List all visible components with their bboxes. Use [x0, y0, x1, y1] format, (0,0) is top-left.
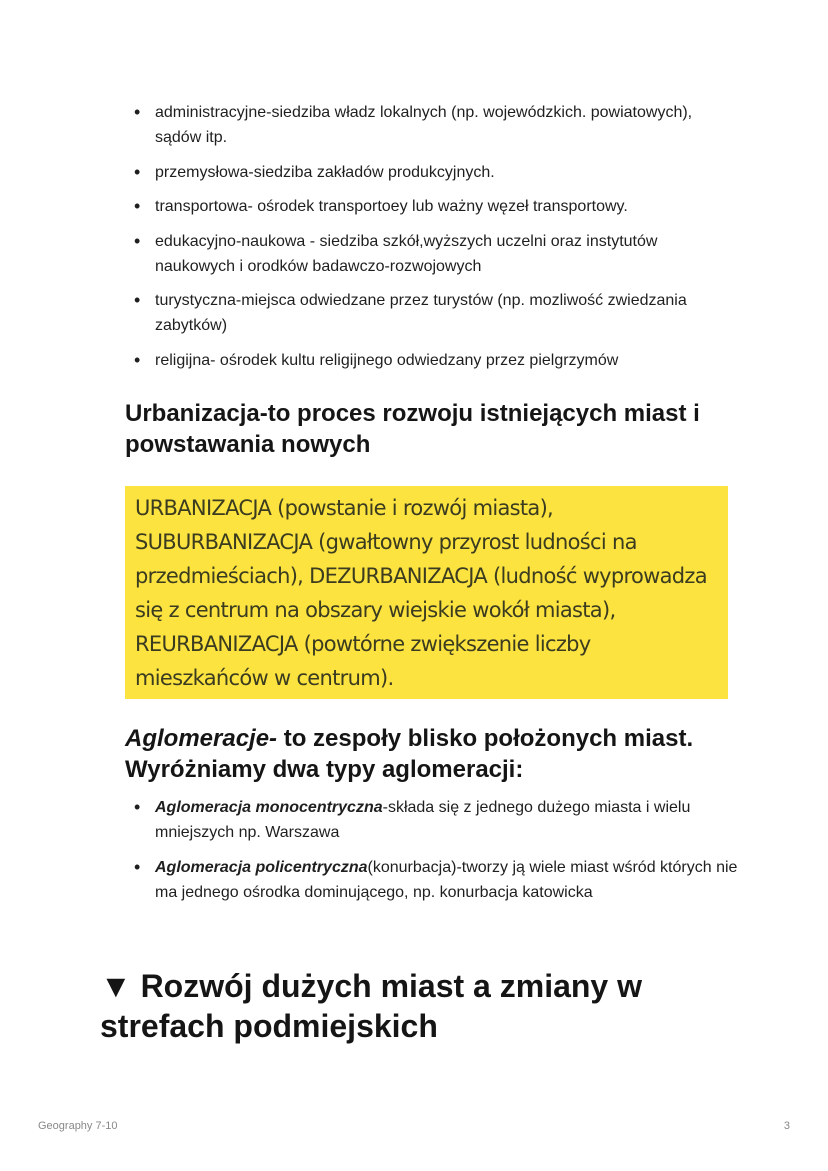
list-item-text: edukacyjno-naukowa - siedziba szkół,wyższych uczelni oraz instytutów naukowych i orodków badawczo-rozwojowych: [155, 232, 658, 275]
section-title: Rozwój dużych miast a zmiany w strefach podmiejskich: [100, 968, 642, 1044]
agglomeration-type-term: Aglomeracja monocentryczna: [155, 799, 383, 816]
list-item: [128, 100, 738, 150]
footer-title: Geography 7-10: [38, 1120, 118, 1132]
list-item: [128, 348, 738, 373]
agglomeration-type-term: Aglomeracja policentryczna: [155, 859, 368, 876]
list-item: [128, 795, 738, 845]
list-item: [128, 194, 738, 219]
urbanization-highlight-text: URBANIZACJA (powstanie i rozwój miasta), SUBURBANIZACJA (gwałtowny przyrost ludności na przedmieściach), DEZURBANIZACJA (ludność wyprowadza się z centrum na obszary wiejskie wokół miasta), REURBANIZACJA (powtórne zwiększenie liczby mieszkańców w centrum).: [135, 496, 707, 690]
toggle-triangle-icon[interactable]: ▼: [100, 968, 132, 1004]
list-item: [128, 288, 738, 338]
list-item-text: transportowa- ośrodek transportoey lub ważny węzeł transportowy.: [155, 198, 628, 215]
city-functions-list: [128, 100, 738, 382]
list-item: [128, 229, 738, 279]
list-item: [128, 160, 738, 185]
section-toggle-heading[interactable]: [100, 966, 740, 1046]
urbanization-highlight-box: [125, 486, 728, 699]
agglomerations-heading: [125, 723, 745, 785]
agglomeration-types-list: [128, 795, 738, 915]
list-item-text: religijna- ośrodek kultu religijnego odwiedzany przez pielgrzymów: [155, 351, 619, 369]
agglomeration-type-desc: -składa się z jednego dużego miasta i wielu mniejszych np. Warszawa: [155, 799, 691, 841]
page-number: 3: [783, 1120, 790, 1132]
agglomerations-heading-rest: to zespoły blisko położonych miast. Wyróżniamy dwa typy aglomeracji:: [125, 725, 694, 783]
list-item-text: administracyjne-siedziba władz lokalnych (np. wojewódzkich. powiatowych), sądów itp.: [155, 104, 693, 146]
agglomerations-heading-term: Aglomeracje-: [125, 725, 278, 752]
list-item-text: turystyczna-miejsca odwiedzane przez turystów (np. mozliwość zwiedzania zabytków): [155, 292, 687, 334]
list-item-text: przemysłowa-siedziba zakładów produkcyjnych.: [155, 163, 495, 181]
urbanization-heading: Urbanizacja-to proces rozwoju istniejących miast i powstawania nowych: [125, 400, 700, 458]
agglomeration-type-desc: (konurbacja)-tworzy ją wiele miast wśród których nie ma jednego ośrodka dominującego, np. konurbacja katowicka: [155, 859, 738, 901]
list-item: [128, 855, 738, 905]
